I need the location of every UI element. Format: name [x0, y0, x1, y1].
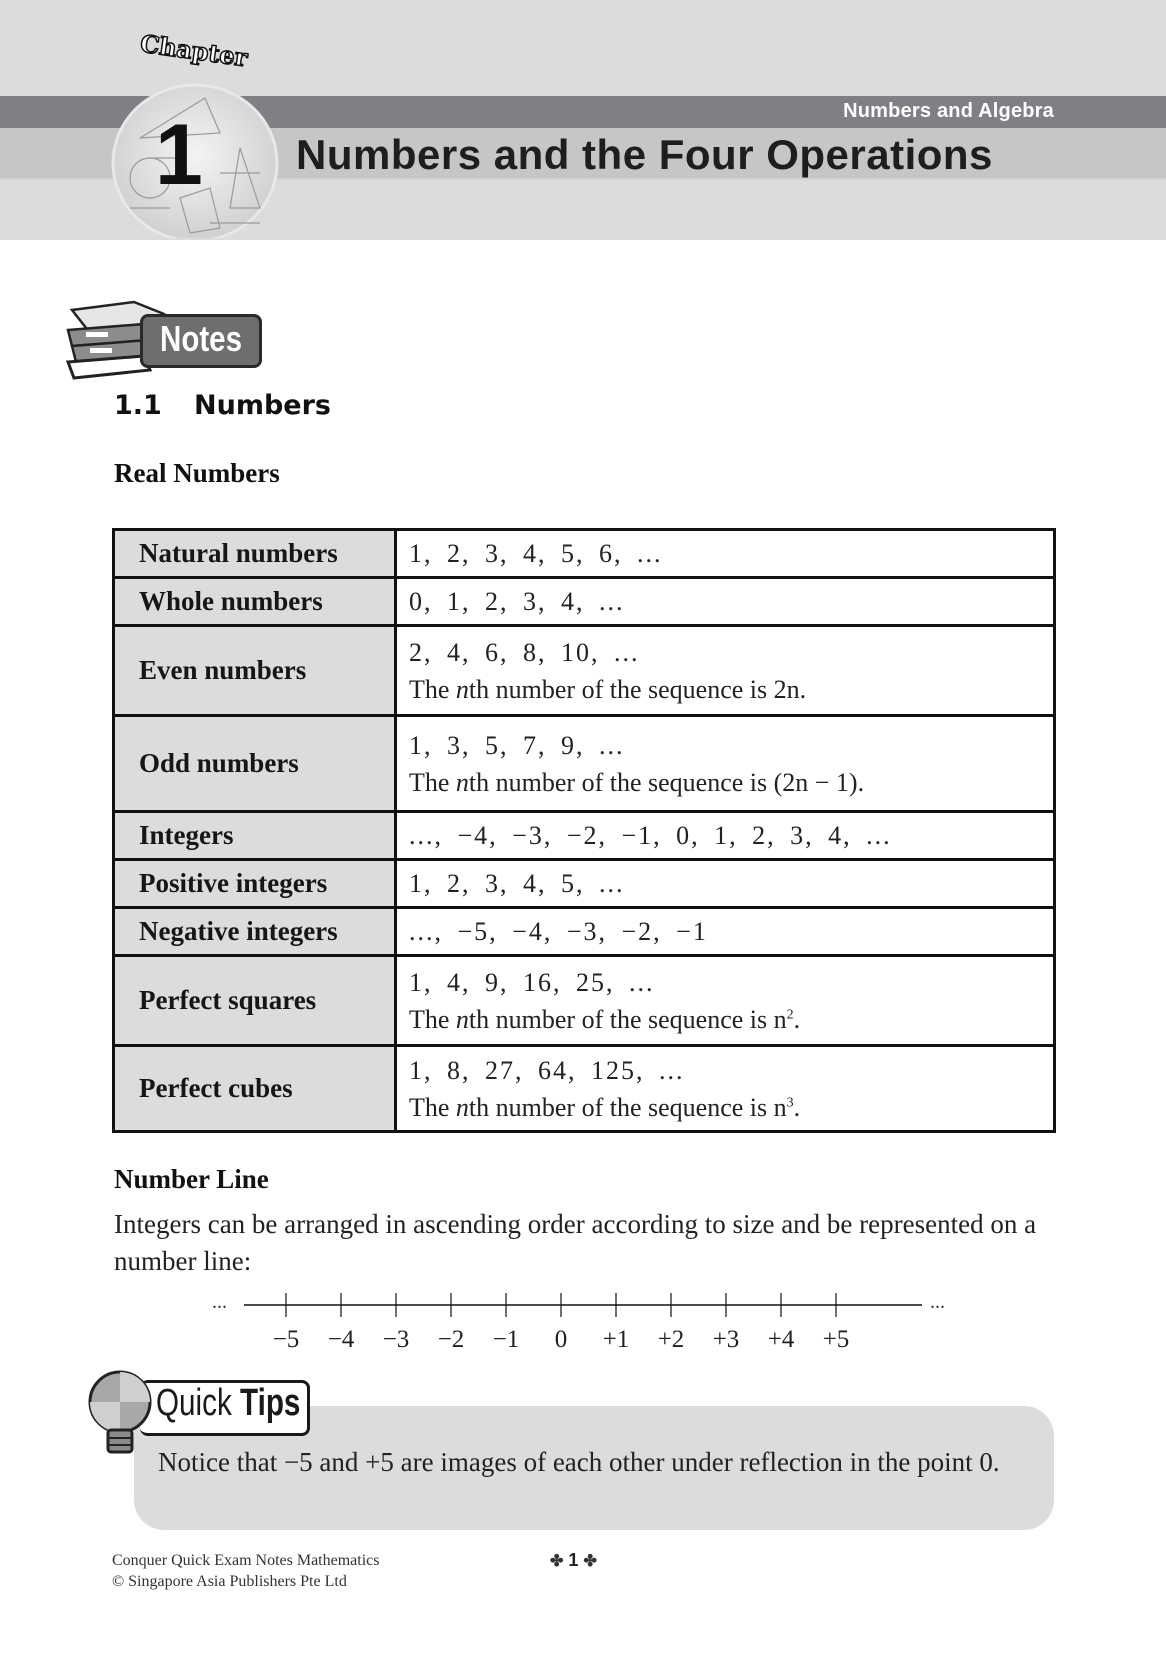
number-type-label: Perfect squares — [114, 956, 396, 1046]
tick-marks — [273, 1293, 850, 1350]
sequence-values: 0, 1, 2, 3, 4, ... — [409, 587, 625, 616]
section-name: Numbers — [194, 390, 331, 421]
table-row — [114, 530, 1055, 578]
nth-term-rule — [409, 671, 1053, 708]
sequence-values: 1, 8, 27, 64, 125, ... — [409, 1055, 685, 1085]
sequence-values: 1, 2, 3, 4, 5, ... — [409, 869, 625, 898]
table-row — [114, 908, 1055, 956]
ornament-left-icon: ✤ — [550, 1553, 564, 1570]
number-line-heading: Number Line — [114, 1164, 269, 1194]
nth-term-rule: The nth number of the sequence is $n^2$. — [409, 1004, 801, 1034]
tick-label: +5 — [822, 1326, 850, 1350]
nth-rule-variable: n — [455, 1004, 469, 1034]
tick-label: +3 — [712, 1326, 740, 1350]
quick-tips-text: Notice that −5 and +5 are images of each other under reflection in the point 0. — [158, 1447, 1000, 1477]
page-number-value: 1 — [568, 1550, 579, 1570]
tick-label: −2 — [437, 1326, 465, 1350]
ellipsis-right: ... — [930, 1291, 945, 1313]
number-type-description — [396, 716, 1055, 812]
nth-rule-suffix: th number of the sequence is n — [468, 1092, 787, 1122]
table-row — [114, 578, 1055, 626]
number-line-description: Integers can be arranged in ascending order according to size and be represented on a number line: — [114, 1209, 1037, 1276]
number-type-label: Perfect cubes — [114, 1046, 396, 1132]
sequence-values: 2, 4, 6, 8, 10, ... — [409, 637, 640, 667]
number-type-label: Whole numbers — [114, 578, 396, 626]
nth-rule-exponent: 3 — [786, 1094, 794, 1110]
nth-rule-prefix: The — [409, 674, 456, 704]
table-row — [114, 812, 1055, 860]
number-type-description — [396, 626, 1055, 716]
chapter-number: 1 — [155, 107, 203, 203]
tick-label: +2 — [657, 1326, 685, 1350]
nth-rule-prefix: The — [409, 1092, 456, 1122]
table-row — [114, 956, 1055, 1046]
number-line-diagram — [200, 1290, 960, 1350]
nth-rule-variable: n — [455, 767, 469, 797]
nth-rule-suffix: th number of the sequence is n — [468, 1004, 787, 1034]
strand-label: Numbers and Algebra — [843, 100, 1054, 122]
tick-label: −1 — [492, 1326, 520, 1350]
book-title: Conquer Quick Exam Notes Mathematics — [112, 1552, 380, 1569]
number-type-label: Even numbers — [114, 626, 396, 716]
nth-term-rule: The nth number of the sequence is $n^3$. — [409, 1092, 801, 1122]
real-numbers-table — [112, 528, 1056, 1133]
number-type-description — [396, 860, 1055, 908]
tick-label: −4 — [327, 1326, 355, 1350]
sequence-values: 1, 4, 9, 16, 25, ... — [409, 967, 655, 997]
nth-rule-variable: n — [455, 1092, 469, 1122]
tick-label: +1 — [602, 1326, 630, 1350]
ornament-right-icon: ✤ — [583, 1553, 597, 1570]
sequence-values: ..., −4, −3, −2, −1, 0, 1, 2, 3, 4, ... — [409, 821, 892, 850]
section-number: 1.1 — [114, 390, 162, 421]
number-type-description — [396, 956, 1055, 1046]
number-type-description — [396, 530, 1055, 578]
number-type-label: Integers — [114, 812, 396, 860]
number-type-label: Negative integers — [114, 908, 396, 956]
number-type-description — [396, 578, 1055, 626]
sequence-values: 1, 2, 3, 4, 5, 6, ... — [409, 539, 663, 568]
footer-credits — [112, 1550, 380, 1592]
table-row — [114, 1046, 1055, 1132]
table-row — [114, 626, 1055, 716]
chapter-word: Chapter — [138, 28, 250, 73]
nth-rule-prefix: The — [409, 767, 456, 797]
tick-label: 0 — [554, 1326, 568, 1350]
number-type-label: Positive integers — [114, 860, 396, 908]
nth-term-rule — [409, 764, 1053, 801]
quick-tips-label-bold: Tips — [240, 1382, 301, 1424]
table-row — [114, 716, 1055, 812]
section-title — [114, 390, 331, 421]
tick-label: −3 — [382, 1326, 410, 1350]
number-type-label: Natural numbers — [114, 530, 396, 578]
tick-label: +4 — [767, 1326, 795, 1350]
notes-label: Notes — [160, 318, 243, 359]
lightbulb-puzzle-icon — [88, 1368, 158, 1464]
chapter-header — [0, 0, 1166, 240]
nth-rule-prefix: The — [409, 1004, 456, 1034]
page-number — [550, 1550, 597, 1571]
nth-rule-suffix: th number of the sequence is (2n − 1). — [468, 767, 865, 797]
nth-rule-variable: n — [455, 674, 469, 704]
number-type-description — [396, 1046, 1055, 1132]
chapter-title: Numbers and the Four Operations — [296, 131, 993, 178]
quick-tips-label-light: Quick — [156, 1382, 241, 1424]
number-type-description — [396, 812, 1055, 860]
sequence-values: 1, 3, 5, 7, 9, ... — [409, 730, 625, 760]
tick-label: −5 — [272, 1326, 300, 1350]
ellipsis-left: ... — [212, 1291, 227, 1313]
quick-tips-label — [156, 1382, 300, 1425]
number-type-description — [396, 908, 1055, 956]
sequence-values: ..., −5, −4, −3, −2, −1 — [409, 917, 708, 946]
real-numbers-heading: Real Numbers — [114, 458, 280, 488]
nth-rule-suffix: th number of the sequence is 2n. — [468, 674, 807, 704]
number-type-label: Odd numbers — [114, 716, 396, 812]
table-row — [114, 860, 1055, 908]
nth-rule-exponent: 2 — [786, 1006, 794, 1022]
copyright: © Singapore Asia Publishers Pte Ltd — [112, 1573, 347, 1590]
